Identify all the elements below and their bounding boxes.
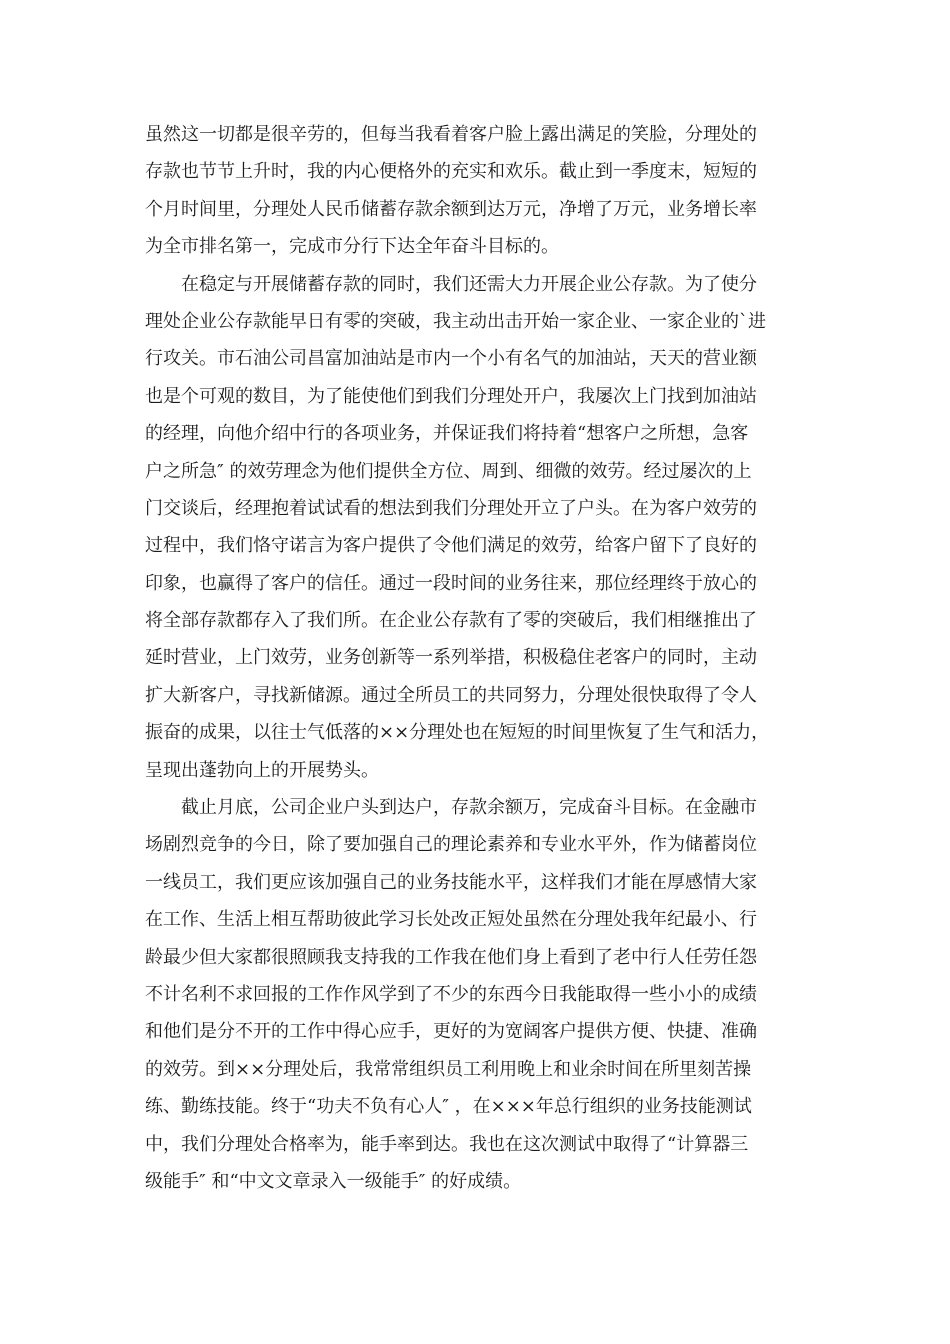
text-line: 也是个可观的数目，为了能使他们到我们分理处开户，我屡次上门找到加油站 — [145, 385, 757, 407]
text-line: 门交谈后，经理抱着试试看的想法到我们分理处开立了户头。在为客户效劳的 — [145, 497, 757, 519]
paragraph-2 — [145, 266, 805, 789]
text-line: 和他们是分不开的工作中得心应手，更好的为宽阔客户提供方便、快捷、准确 — [145, 1021, 757, 1043]
text-line: 在稳定与开展储蓄存款的同时，我们还需大力开展企业公存款。为了使分 — [181, 273, 757, 295]
text-line: 印象，也赢得了客户的信任。通过一段时间的业务往来，那位经理终于放心的 — [145, 572, 757, 594]
text-line: 户之所急″ 的效劳理念为他们提供全方位、周到、细微的效劳。经过屡次的上 — [145, 460, 752, 482]
text-line: 虽然这一切都是很辛劳的，但每当我看着客户脸上露出满足的笑脸，分理处的 — [145, 124, 757, 145]
text-line: 个月时间里，分理处人民币储蓄存款余额到达万元，净增了万元，业务增长率 — [145, 198, 757, 220]
text-line: 为全市排名第一，完成市分行下达全年奋斗目标的。 — [145, 236, 559, 258]
paragraph-1 — [145, 116, 805, 266]
paragraph-3 — [145, 789, 805, 1200]
text-line: 理处企业公存款能早日有零的突破，我主动出击开始一家企业、一家企业的`进 — [145, 310, 766, 332]
text-line: 行攻关。市石油公司昌富加油站是市内一个小有名气的加油站，天天的营业额 — [145, 348, 757, 370]
text-line: 过程中，我们恪守诺言为客户提供了令他们满足的效劳，给客户留下了良好的 — [145, 535, 757, 557]
text-line: 中，我们分理处合格率为，能手率到达。我也在这次测试中取得了“计算器三 — [145, 1133, 749, 1155]
text-line: 在工作、生活上相互帮助彼此学习长处改正短处虽然在分理处我年纪最小、行 — [145, 909, 757, 931]
text-line: 不计名利不求回报的工作作风学到了不少的东西今日我能取得一些小小的成绩 — [145, 983, 757, 1005]
text-line: 一线员工，我们更应该加强自己的业务技能水平，这样我们才能在厚感情大家 — [145, 871, 757, 893]
text-line: 呈现出蓬勃向上的开展势头。 — [145, 759, 379, 781]
text-line: 的经理，向他介绍中行的各项业务，并保证我们将持着“想客户之所想，急客 — [145, 423, 749, 445]
text-line: 延时营业，上门效劳，业务创新等一系列举措，积极稳住老客户的同时，主动 — [145, 647, 757, 669]
text-line: 将全部存款都存入了我们所。在企业公存款有了零的突破后，我们相继推出了 — [145, 610, 757, 632]
text-line: 振奋的成果，以往士气低落的××分理处也在短短的时间里恢复了生气和活力， — [145, 722, 770, 744]
text-line: 存款也节节上升时，我的内心便格外的充实和欢乐。截止到一季度末，短短的 — [145, 161, 757, 183]
text-line: 扩大新客户，寻找新储源。通过全所员工的共同努力，分理处很快取得了令人 — [145, 684, 757, 706]
text-line: 截止月底，公司企业户头到达户，存款余额万，完成奋斗目标。在金融市 — [181, 797, 757, 819]
text-line: 场剧烈竞争的今日，除了要加强自己的理论素养和专业水平外，作为储蓄岗位 — [145, 834, 757, 856]
text-line: 练、勤练技能。终于“功夫不负有心人″ ，在×××年总行组织的业务技能测试 — [145, 1096, 752, 1118]
text-line: 的效劳。到××分理处后，我常常组织员工利用晚上和业余时间在所里刻苦操 — [145, 1058, 752, 1080]
text-line: 级能手″ 和“中文文章录入一级能手″ 的好成绩。 — [145, 1170, 522, 1192]
text-line: 龄最少但大家都很照顾我支持我的工作我在他们身上看到了老中行人任劳任怨 — [145, 946, 757, 968]
body-text — [145, 116, 805, 1200]
